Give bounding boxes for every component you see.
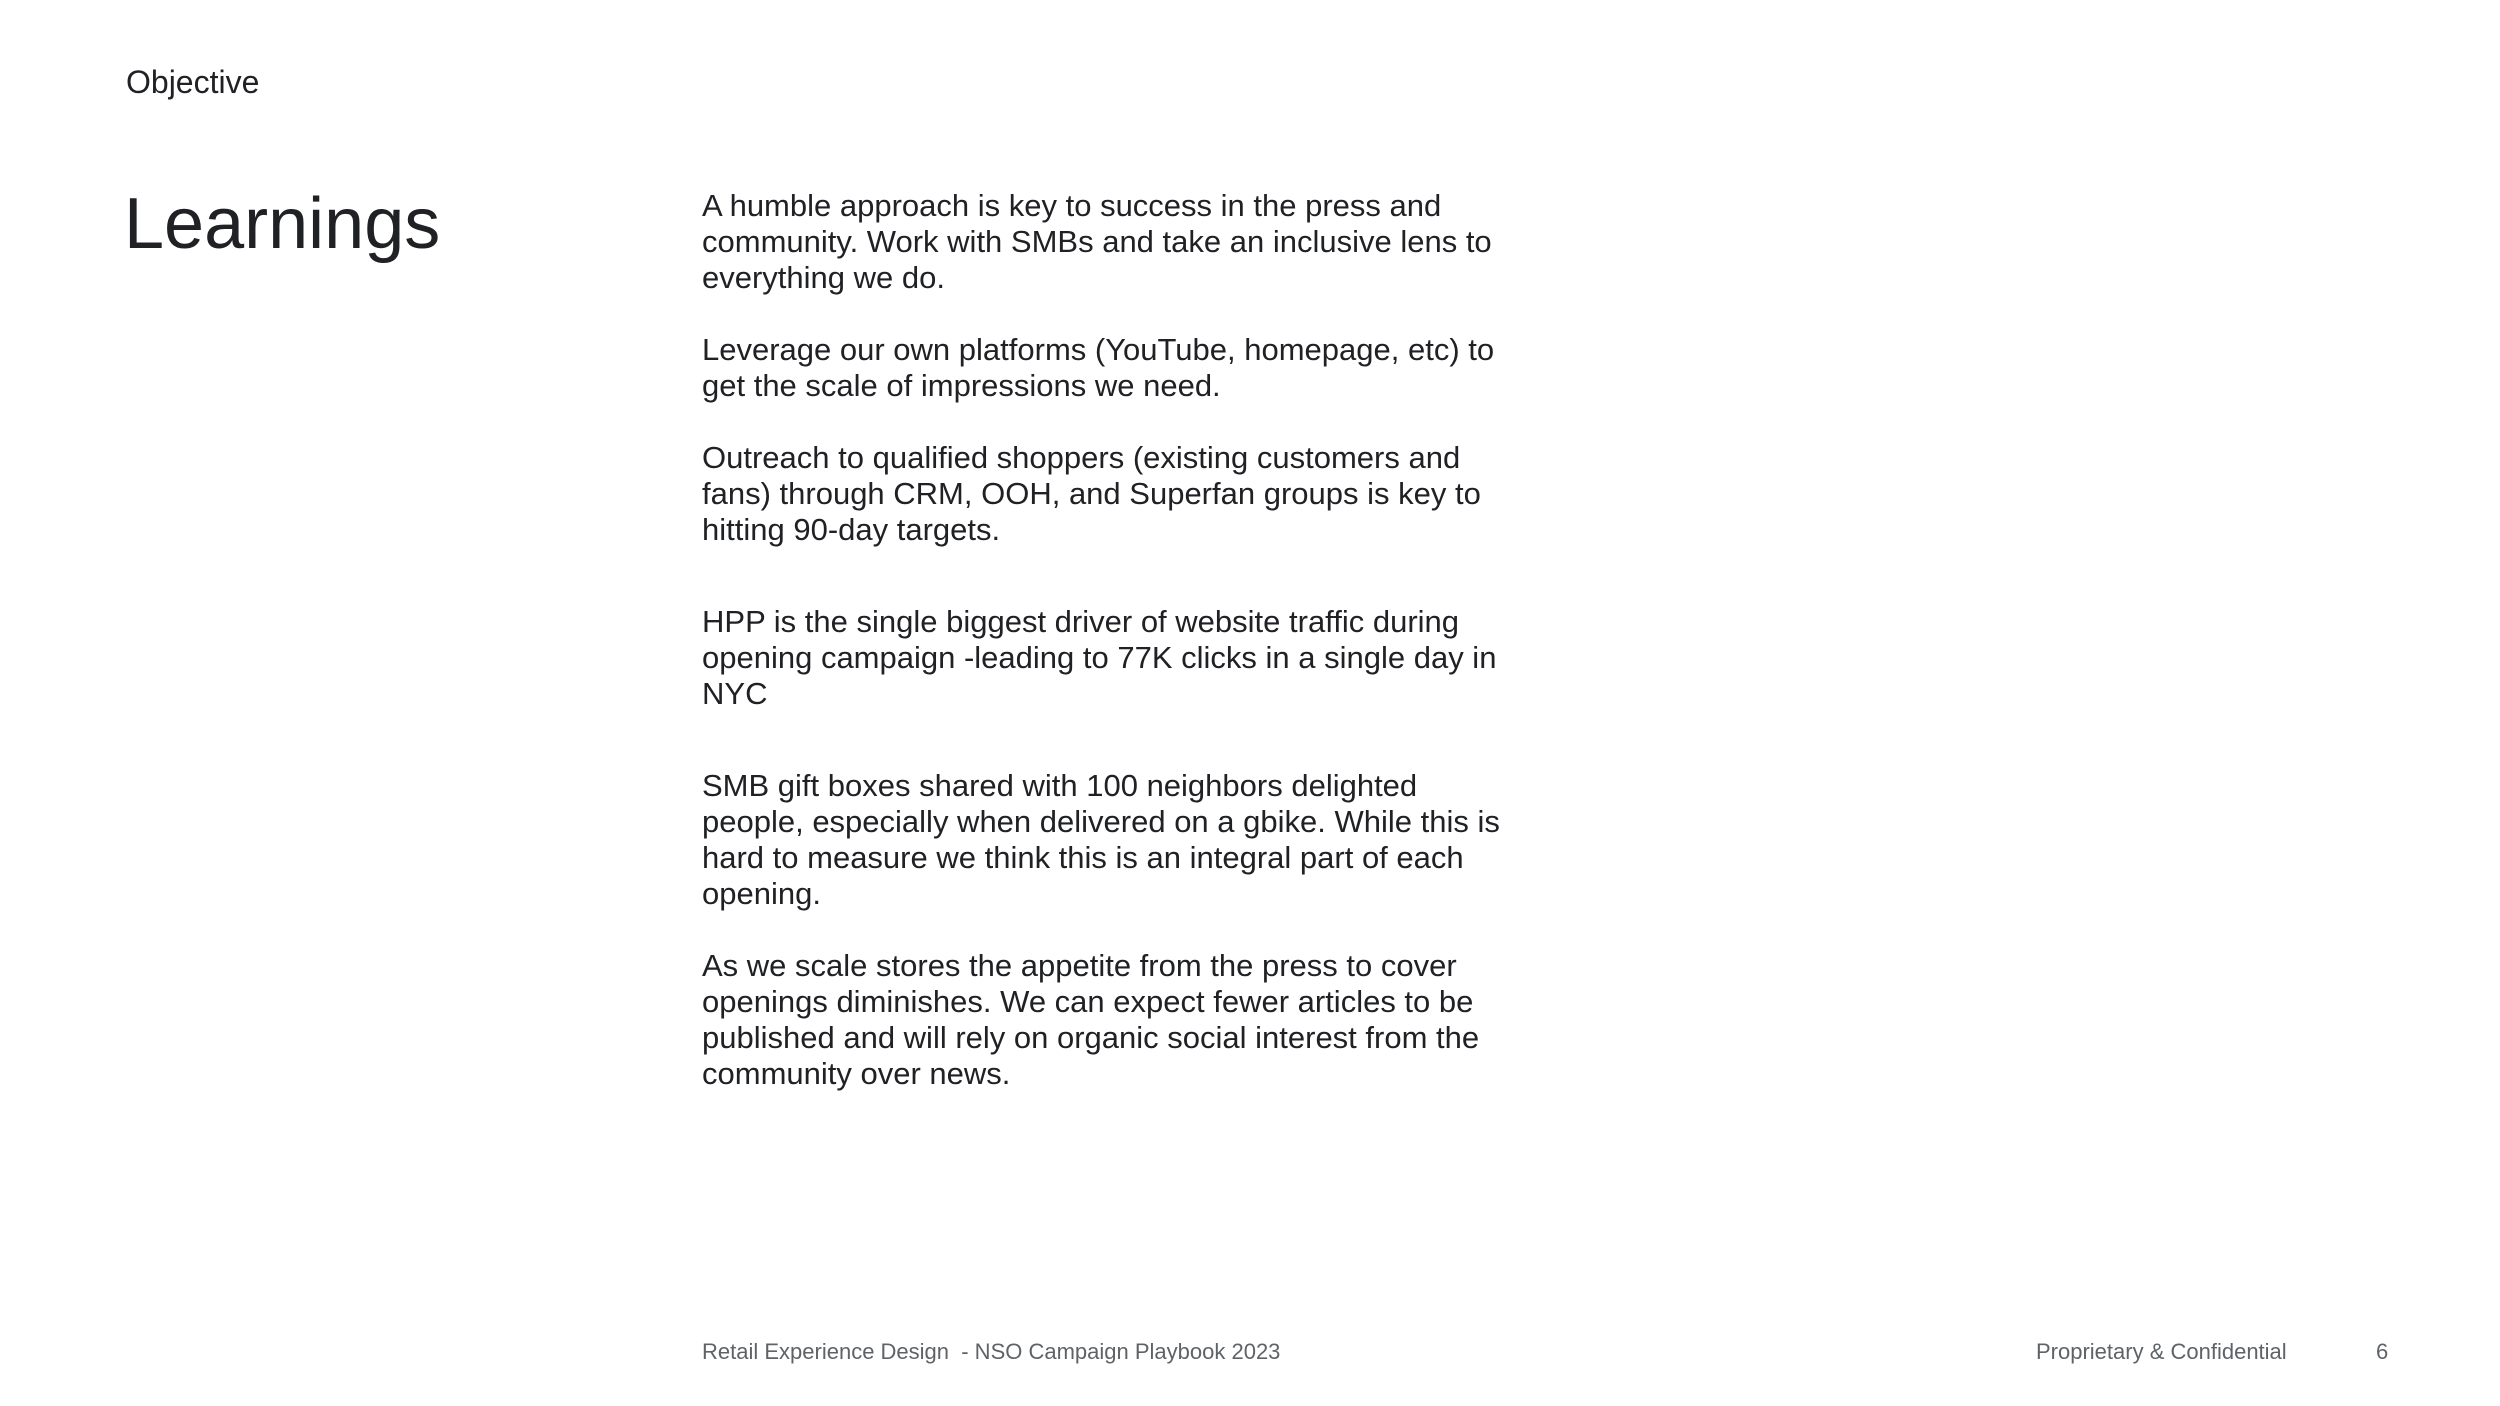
- footer-confidentiality-notice: Proprietary & Confidential: [2036, 1339, 2287, 1364]
- slide-title: Learnings: [124, 184, 441, 264]
- footer-document-title: Retail Experience Design - NSO Campaign Playbook 2023: [702, 1339, 1281, 1364]
- page-number: 6: [2376, 1339, 2389, 1364]
- learnings-list: [702, 188, 1502, 1092]
- section-label: Objective: [126, 64, 260, 100]
- learning-paragraph: Outreach to qualified shoppers (existing customers and fans) through CRM, OOH, and Superfan groups is key to hitting 90-day targets.: [702, 440, 1481, 547]
- learning-paragraph: SMB gift boxes shared with 100 neighbors delighted people, especially when delivered on a gbike. While this is hard to measure we think this is an integral part of each opening.: [702, 768, 1500, 911]
- learning-paragraph: A humble approach is key to success in the press and community. Work with SMBs and take an inclusive lens to everything we do.: [702, 188, 1492, 295]
- learning-paragraph: As we scale stores the appetite from the press to cover openings diminishes. We can expect fewer articles to be published and will rely on organic social interest from the community over news.: [702, 948, 1480, 1091]
- learning-paragraph: HPP is the single biggest driver of website traffic during opening campaign -leading to 77K clicks in a single day in NYC: [702, 604, 1497, 711]
- learning-paragraph: Leverage our own platforms (YouTube, homepage, etc) to get the scale of impressions we need.: [702, 332, 1495, 403]
